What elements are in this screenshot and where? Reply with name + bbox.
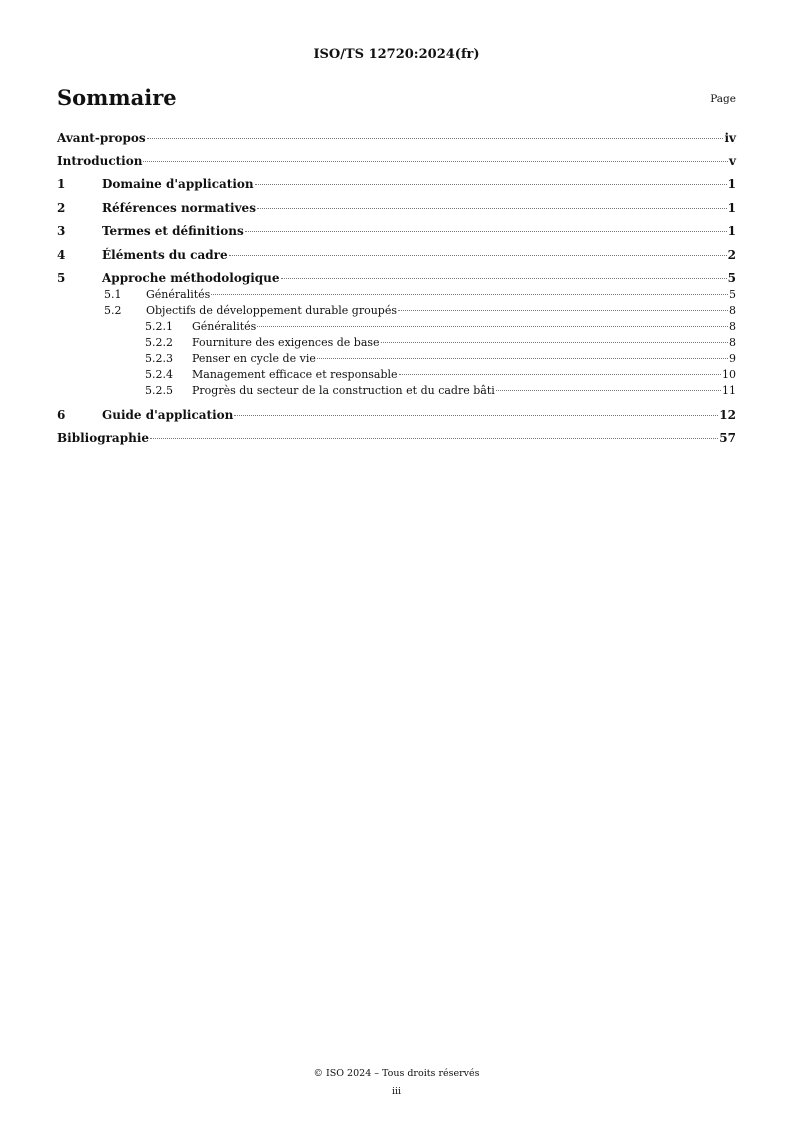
toc-entry[interactable] (57, 130, 736, 146)
dot-leader (496, 390, 721, 391)
document-id-header: ISO/TS 12720:2024(fr) (313, 47, 480, 62)
dot-leader (257, 208, 727, 209)
dot-leader (257, 326, 728, 327)
toc-entry-number: 5.2 (104, 304, 122, 317)
toc-entry-number: 5 (57, 271, 66, 285)
toc-entry-title[interactable]: Approche méthodologique (102, 271, 280, 285)
toc-entry[interactable] (57, 351, 736, 367)
toc-entry-title[interactable]: Introduction (57, 154, 143, 168)
toc-entry-title[interactable]: Généralités (146, 288, 211, 301)
toc-entry-page: 1 (727, 177, 736, 191)
toc-entry[interactable] (57, 407, 736, 423)
toc-entry-number: 5.2.2 (145, 336, 173, 349)
toc-entry-title[interactable]: Progrès du secteur de la construction et du cadre bâti (192, 384, 495, 397)
dot-leader (317, 358, 728, 359)
toc-entry[interactable] (57, 176, 736, 192)
toc-entry-number: 4 (57, 248, 66, 262)
dot-leader (143, 161, 728, 162)
dot-leader (211, 294, 728, 295)
toc-entry-number: 5.1 (104, 288, 122, 301)
toc-entry-page: 10 (722, 368, 736, 381)
toc-entry-page: 5 (729, 288, 736, 301)
toc-entry-title[interactable]: Domaine d'application (102, 177, 254, 191)
toc-entry[interactable] (57, 200, 736, 216)
toc-entry-number: 1 (57, 177, 66, 191)
dot-leader (255, 184, 727, 185)
toc-entry-title[interactable]: Avant-propos (57, 131, 146, 145)
toc-entry-page: v (729, 154, 736, 168)
toc-entry-title[interactable]: Généralités (192, 320, 257, 333)
toc-entry-title[interactable]: Penser en cycle de vie (192, 352, 316, 365)
dot-leader (150, 438, 718, 439)
toc-entry-title[interactable]: Références normatives (102, 201, 256, 215)
page-number: iii (391, 1086, 402, 1097)
dot-leader (281, 278, 727, 279)
toc-entry-number: 5.2.5 (145, 384, 173, 397)
toc-entry[interactable] (57, 153, 736, 169)
toc-entry[interactable] (57, 223, 736, 239)
page-column-label: Page (710, 93, 736, 105)
toc-entry-page: 11 (722, 384, 736, 397)
toc-entry-page: 5 (727, 271, 736, 285)
toc-entry-page: 2 (727, 248, 736, 262)
dot-leader (381, 342, 728, 343)
toc-entry-page: 8 (729, 336, 736, 349)
toc-entry-number: 5.2.3 (145, 352, 173, 365)
toc-entry-title[interactable]: Bibliographie (57, 431, 150, 445)
toc-entry-title[interactable]: Guide d'application (102, 408, 234, 422)
toc-entry-page: 12 (719, 408, 736, 422)
toc-entry[interactable] (57, 335, 736, 351)
dot-leader (229, 255, 727, 256)
toc-entry-page: 1 (727, 224, 736, 238)
toc-entry[interactable] (57, 430, 736, 446)
toc-entry-number: 2 (57, 201, 66, 215)
dot-leader (398, 310, 728, 311)
dot-leader (245, 231, 727, 232)
toc-entry-page: 1 (727, 201, 736, 215)
toc-title: Sommaire (57, 85, 177, 110)
toc-entry[interactable] (57, 319, 736, 335)
toc-entry[interactable] (57, 383, 736, 399)
toc-entry-page: iv (724, 131, 736, 145)
toc-entry[interactable] (57, 287, 736, 303)
toc-entry-number: 3 (57, 224, 66, 238)
toc-entry-title[interactable]: Éléments du cadre (102, 248, 228, 262)
toc-entry-number: 6 (57, 408, 66, 422)
toc-entry-title[interactable]: Fourniture des exigences de base (192, 336, 380, 349)
dot-leader (234, 415, 718, 416)
copyright-footer: © ISO 2024 – Tous droits réservés (313, 1068, 480, 1079)
toc-entry-number: 5.2.1 (145, 320, 173, 333)
toc-entry-page: 9 (729, 352, 736, 365)
toc-entry-title[interactable]: Termes et définitions (102, 224, 244, 238)
toc-entry[interactable] (57, 270, 736, 286)
dot-leader (147, 138, 724, 139)
dot-leader (399, 374, 721, 375)
toc-entry-page: 8 (729, 304, 736, 317)
toc-entry-title[interactable]: Management efficace et responsable (192, 368, 398, 381)
toc-entry-title[interactable]: Objectifs de développement durable groupés (146, 304, 398, 317)
toc-entry[interactable] (57, 303, 736, 319)
toc-entry-page: 57 (719, 431, 736, 445)
toc-entry-page: 8 (729, 320, 736, 333)
toc-entry[interactable] (57, 367, 736, 383)
toc-entry-number: 5.2.4 (145, 368, 173, 381)
toc-entry[interactable] (57, 247, 736, 263)
